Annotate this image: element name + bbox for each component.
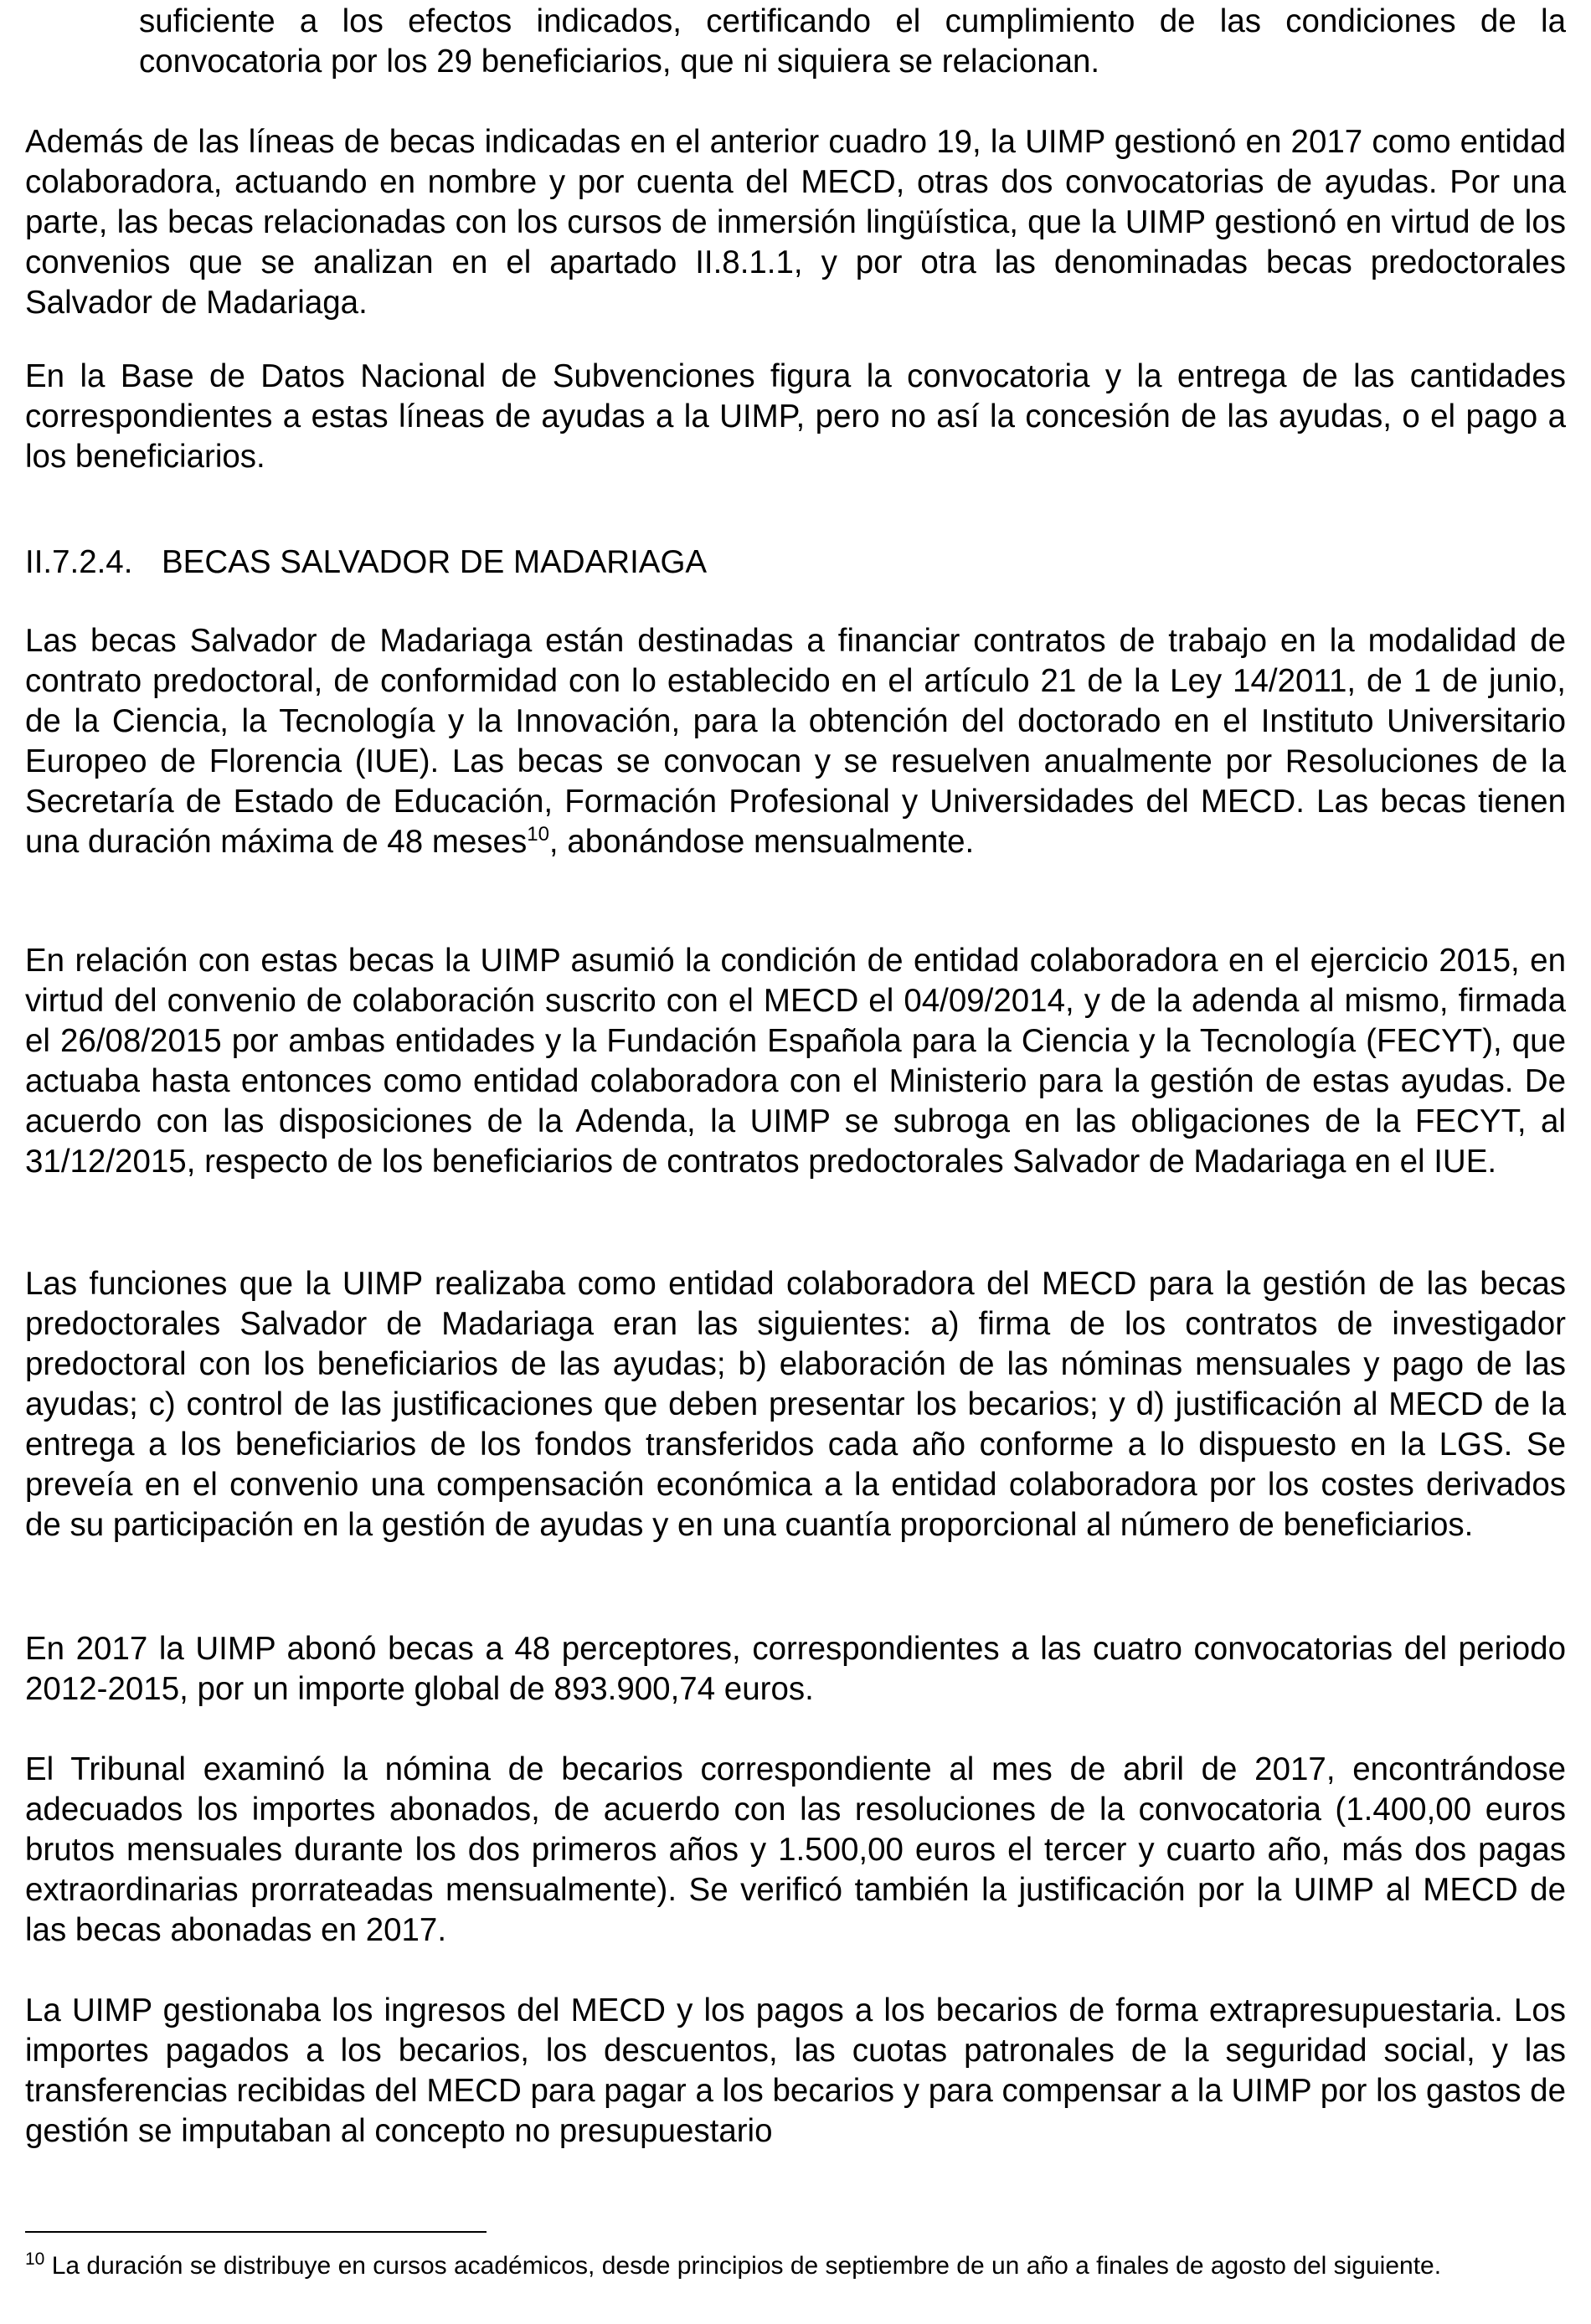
- paragraph-uimp-functions: Las funciones que la UIMP realizaba como entidad colaboradora del MECD para la gestión de las becas predoctorales Salvador de Madariaga eran las siguientes: a) firma de los contratos de investigador predoctoral con los beneficiarios de las ayudas; b) elaboración de las nóminas mensuales y pago de las ayudas; c) control de las justificaciones que deben presentar los becarios; y d) justificación al MECD de la entrega a los beneficiarios de los fondos transferidos cada año conforme a lo dispuesto en la LGS. Se preveía en el convenio una compensación económica a la entidad colaboradora por los costes derivados de su participación en la gestión de ayudas y en una cuantía proporcional al número de beneficiarios.: [25, 1266, 1566, 1543]
- section-title: BECAS SALVADOR DE MADARIAGA: [162, 544, 708, 580]
- footnote-separator: [25, 2231, 487, 2233]
- paragraph-tribunal-review: El Tribunal examinó la nómina de becarios correspondiente al mes de abril de 2017, encontrándose adecuados los importes abonados, de acuerdo con las resoluciones de la convocatoria (1.400,00 euros brutos mensuales durante los dos primeros años y 1.500,00 euros el tercer y cuarto año, más dos pagas extraordinarias prorrateadas mensualmente). Se verificó también la justificación por la UIMP al MECD de las becas abonadas en 2017.: [25, 1751, 1566, 1948]
- paragraph-other-grants: Además de las líneas de becas indicadas en el anterior cuadro 19, la UIMP gestionó en 2017 como entidad colaboradora, actuando en nombre y por cuenta del MECD, otras dos convocatorias de ayudas. Por una parte, las becas relacionadas con los cursos de inmersión lingüística, que la UIMP gestionó en virtud de los convenios que se analizan en el apartado II.8.1.1, y por otra las denominadas becas predoctorales Salvador de Madariaga.: [25, 124, 1566, 321]
- paragraph-text-end: , abonándose mensualmente.: [548, 824, 975, 860]
- footnote-text: La duración se distribuye en cursos académicos, desde principios de septiembre de un año a finales de agosto del siguiente.: [51, 2252, 1442, 2280]
- footnote-number: 10: [25, 2249, 45, 2269]
- paragraph-extrabudgetary: La UIMP gestionaba los ingresos del MECD y los pagos a los becarios de forma extrapresupuestaria. Los importes pagados a los becarios, los descuentos, las cuotas patronales de la seguridad social, y las transferencias recibidas del MECD para pagar a los becarios y para compensar a la UIMP por los gastos de gestión se imputaban al concepto no presupuestario: [25, 1992, 1566, 2149]
- section-number: II.7.2.4.: [25, 544, 133, 580]
- footnote-reference[interactable]: 10: [527, 823, 549, 846]
- paragraph-madariaga-description: [25, 621, 1566, 862]
- paragraph-payments-2017: En 2017 la UIMP abonó becas a 48 perceptores, correspondientes a las cuatro convocatorias del periodo 2012-2015, por un importe global de 893.900,74 euros.: [25, 1631, 1566, 1707]
- paragraph-continuation: suficiente a los efectos indicados, certificando el cumplimiento de las condiciones de la convocatoria por los 29 beneficiarios, que ni siquiera se relacionan.: [139, 3, 1566, 80]
- footnote: [25, 2250, 1566, 2282]
- paragraph-subsidies-database: En la Base de Datos Nacional de Subvenciones figura la convocatoria y la entrega de las cantidades correspondientes a estas líneas de ayudas a la UIMP, pero no así la concesión de las ayudas, o el pago a los beneficiarios.: [25, 358, 1566, 475]
- paragraph-text: Las becas Salvador de Madariaga están destinadas a financiar contratos de trabajo en la modalidad de contrato predoctoral, de conformidad con lo establecido en el artículo 21 de la Ley 14/2011, de 1 de junio, de la Ciencia, la Tecnología y la Innovación, para la obtención del doctorado en el Instituto Universitario Europeo de Florencia (IUE). Las becas se convocan y se resuelven anualmente por Resoluciones de la Secretaría de Estado de Educación, Formación Profesional y Universidades del MECD. Las becas tienen una duración máxima de 48 meses: [25, 623, 1566, 860]
- section-heading: [25, 542, 707, 583]
- paragraph-collaborating-entity: En relación con estas becas la UIMP asumió la condición de entidad colaboradora en el ejercicio 2015, en virtud del convenio de colaboración suscrito con el MECD el 04/09/2014, y de la adenda al mismo, firmada el 26/08/2015 por ambas entidades y la Fundación Española para la Ciencia y la Tecnología (FECYT), que actuaba hasta entonces como entidad colaboradora con el Ministerio para la gestión de estas ayudas. De acuerdo con las disposiciones de la Adenda, la UIMP se subroga en las obligaciones de la FECYT, al 31/12/2015, respecto de los beneficiarios de contratos predoctorales Salvador de Madariaga en el IUE.: [25, 943, 1566, 1180]
